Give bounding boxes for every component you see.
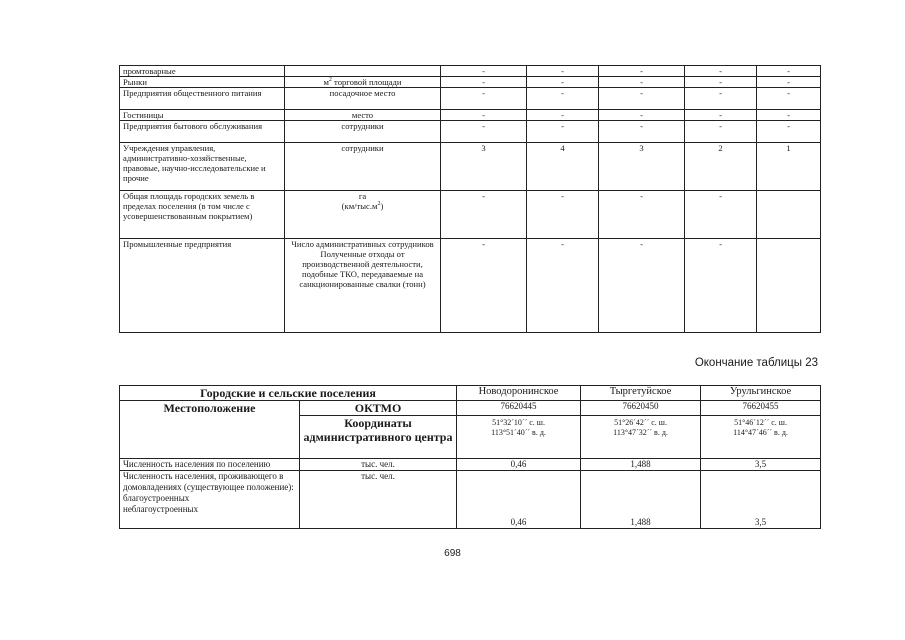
cell-value: [757, 239, 821, 333]
cell-value: -: [685, 66, 757, 77]
housing-unit: тыс. чел.: [300, 471, 457, 529]
cell-value: -: [599, 110, 685, 121]
cell-value: -: [441, 239, 527, 333]
row-name: промтоварные: [120, 66, 285, 77]
row-name: Общая площадь городских земель в пределах поселения (в том числе с усовершенствованным покрытием): [120, 191, 285, 239]
page-number: 698: [444, 548, 461, 559]
cell-value: -: [599, 66, 685, 77]
coords-value: 51°26´42´´ с. ш. 113°47´32´´ в. д.: [581, 416, 701, 459]
table-facilities: [119, 65, 821, 333]
cell-value: [757, 191, 821, 239]
cell-value: -: [685, 191, 757, 239]
table-row: [120, 110, 821, 121]
cell-value: -: [527, 88, 599, 110]
housing-label: Численность населения, проживающего в домовладениях (существующее положение): благоустроенных неблагоустроенных: [120, 471, 300, 529]
cell-value: -: [527, 121, 599, 143]
row-name: Предприятия бытового обслуживания: [120, 121, 285, 143]
table-row: [120, 66, 821, 77]
coords-value: 51°46´12´´ с. ш. 114°47´46´´ в. д.: [701, 416, 821, 459]
cell-value: 3: [441, 143, 527, 191]
cell-value: -: [757, 88, 821, 110]
cell-value: -: [441, 121, 527, 143]
table-row: [120, 77, 821, 88]
row-unit: [285, 66, 441, 77]
row-unit: Число административных сотрудников Полученные отходы от производственной деятельности, подобные ТКО, передаваемые на санкционированные свалки (тонн): [285, 239, 441, 333]
population-unit: тыс. чел.: [300, 459, 457, 471]
housing-value: 1,488: [581, 471, 701, 529]
coords-label: Координаты административного центра: [300, 416, 457, 459]
table-row: [120, 471, 821, 529]
cell-value: -: [527, 239, 599, 333]
population-label: Численность населения по поселению: [120, 459, 300, 471]
header-settlements: Городские и сельские поселения: [120, 386, 457, 401]
oktmo-label: ОКТМО: [300, 401, 457, 416]
table-row: [120, 143, 821, 191]
coords-value: 51°32´10´´ с. ш. 113°51´40´´ в. д.: [457, 416, 581, 459]
row-unit: сотрудники: [285, 143, 441, 191]
cell-value: -: [599, 191, 685, 239]
cell-value: 1: [757, 143, 821, 191]
cell-value: -: [599, 77, 685, 88]
oktmo-value: 76620450: [581, 401, 701, 416]
cell-value: -: [441, 110, 527, 121]
housing-value: 3,5: [701, 471, 821, 529]
table-row: [120, 459, 821, 471]
cell-value: -: [685, 77, 757, 88]
table-row: [120, 88, 821, 110]
cell-value: -: [527, 66, 599, 77]
settlement-name: Урульгинское: [701, 386, 821, 401]
settlement-name: Новодоронинское: [457, 386, 581, 401]
row-unit: посадочное место: [285, 88, 441, 110]
oktmo-value: 76620455: [701, 401, 821, 416]
cell-value: -: [441, 88, 527, 110]
cell-value: -: [527, 77, 599, 88]
cell-value: -: [757, 121, 821, 143]
population-value: 0,46: [457, 459, 581, 471]
row-unit: га $(км/тыс.м^2)$: [285, 191, 441, 239]
row-unit: $м^2$ торговой площади: [285, 77, 441, 88]
cell-value: -: [599, 88, 685, 110]
cell-value: -: [757, 66, 821, 77]
table-caption: Окончание таблицы 23: [694, 357, 818, 369]
housing-value: 0,46: [457, 471, 581, 529]
oktmo-value: 76620445: [457, 401, 581, 416]
row-name: Учреждения управления, административно-хозяйственные, правовые, научно-исследовательские и прочие: [120, 143, 285, 191]
population-value: 1,488: [581, 459, 701, 471]
cell-value: -: [527, 110, 599, 121]
cell-value: -: [441, 77, 527, 88]
cell-value: 3: [599, 143, 685, 191]
cell-value: -: [441, 66, 527, 77]
cell-value: -: [685, 88, 757, 110]
row-name: Гостиницы: [120, 110, 285, 121]
row-name: Промышленные предприятия: [120, 239, 285, 333]
table-row: [120, 386, 821, 401]
cell-value: -: [599, 121, 685, 143]
population-value: 3,5: [701, 459, 821, 471]
cell-value: -: [757, 110, 821, 121]
table-row: [120, 121, 821, 143]
cell-value: 4: [527, 143, 599, 191]
row-unit: сотрудники: [285, 121, 441, 143]
table-settlements: [119, 385, 821, 529]
cell-value: -: [685, 121, 757, 143]
row-name: Предприятия общественного питания: [120, 88, 285, 110]
table-row: [120, 239, 821, 333]
cell-value: -: [527, 191, 599, 239]
settlement-name: Тыргетуйское: [581, 386, 701, 401]
cell-value: -: [685, 239, 757, 333]
cell-value: -: [757, 77, 821, 88]
table-row: [120, 401, 821, 416]
row-unit: место: [285, 110, 441, 121]
row-name: Рынки: [120, 77, 285, 88]
cell-value: 2: [685, 143, 757, 191]
cell-value: -: [599, 239, 685, 333]
cell-value: -: [685, 110, 757, 121]
table-row: [120, 191, 821, 239]
cell-value: -: [441, 191, 527, 239]
location-label: Местоположение: [120, 401, 300, 459]
